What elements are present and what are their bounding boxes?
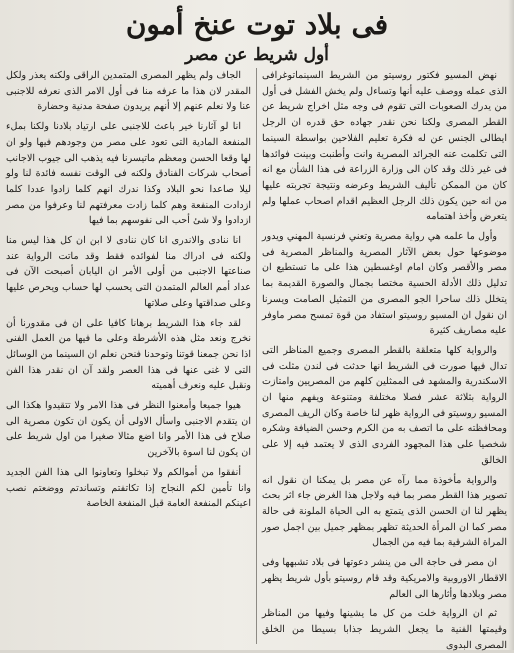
article-title: فى بلاد توت عنخ أمون [125, 8, 389, 41]
paragraph: وأول ما علمه هي رواية مصرية وتعني فرنسية المهني ويدور موضوعها حول بعض الآثار المصرية والمناظر المصرية فى مصر والأقصر وكان امام اوغسطين هذا على ما تستطيع ان تدليل ذلك الأدلة الحسية مختصا بجمال والصورة القديمة بما يتخلل ذلك ساحرا الجو المصرى من التمثيل الصامت ويسرنا ان نقول ان المسيو روسيتو استفاد من قوة تمسح مصر ماوفر عليه مصاريف كثيرة [262, 231, 507, 337]
paragraph: انا لو آثارنا خير باعث للاجنبى على ارتياد بلادنا ولكنا بملء المنفعة المادية التى تعود على مصر من وجودهم فيها ولو ان لها وقعا الحسن ومعظم ماتيسرنا فيه يذهب الى جيوب الاجانب أصحاب شركات الفنادق ولكنه فى الوقت نفسه فائدة لنا ولو ليلا صاعدا نحو البلاد وكذا ندرك انهم كلما زادوا عددا كلما ازدادت المنفعة وهم كلما زادت معرفتهم لنا وعرفوا من مصر ازدادوا ولا شئ أحب الى نفوسهم بما فيها [6, 121, 251, 227]
paragraph: الجاف ولم يظهر المصرى المتمدين الراقى ولكنه يعذر ولكل المقدر لان هذا ما عرفه منا فى أول الامر الذى نعرفه للاجنبى عنا ولا نعلم عنهم إلا أنهم يريدون صفحة مدنية وحضارة [6, 70, 251, 113]
page-edge-shadow [508, 0, 514, 650]
right-column [262, 68, 507, 651]
paragraph: والرواية مأخوذة مما رآه عن مصر بل يمكنا ان نقول انه تصوير هذا القطر مصر بما فيه ولاجل هذا الغرض جاء اثر بحث يظهر لنا ان الحسن الذى يتمتع به الى الحياة الملونة فى حالة مصر كما ان المرأة الحديثة تظهر بمظهر جميل بين اجمل صور المراة الشرقية بما فيه من الجمال [262, 474, 507, 549]
paragraph: انا ننادى والاندرى انا كان ننادى لا ابن ان كل هذا ليس منا ولكنه فى ادراك منا لفوائده فقط وقد ماتت الرواية عند صناعتها الاجنبى من أولى الأمر ان اليابان أصبحت الآن فى عداد أمم العالم المتمدن التى يحسب لها حساب ويحرص عليها وعلى صداقتها وعلى صلاتها [6, 235, 251, 309]
paragraph: ان مصر فى حاجة الى من ينشر دعوتها فى بلاد تشبهها وفى الاقطار الاوروبية والامريكية وقد قام روسيتو بأول شريط يظهر مصر وبلادها وأثارها الى العالم [262, 557, 507, 600]
paragraph: أنفقوا من أموالكم ولا تبخلوا وتعاونوا الى هذا الفن الجديد وانا تأمين لكم النجاح إذا تكاتفتم وتساندتم ووضعتم نصب اعينكم المنفعة العامة قبل المنفعة الخاصة [6, 466, 251, 510]
column-divider [256, 68, 257, 644]
paragraph: نهض المسيو فكتور روسيتو من الشريط السينماتوغرافى الذى عمله ووصف عليه أنها وتساءل ولم يخش الفشل فى أول من يدرك الصعوبات التى تقوم فى وجه مثل اخراج شريط عن القطر المصرى ولكنا نحن نقدر جهاده حق قدره ان الرجل ايطالى الجنس عن له فكرة تعليم الفلاحين بواسطة السينما التى تكلمت عنه الجرائد المصرية وانت وأطنبت وبينت فوائدها فى غير ذلك وقد كان الى وزارة الزراعة فى هذا الشأن مع انه كان من الممكن تأليف الشريط وعرضه ونتيجة تجربته عليها من انه حين يكون ذلك الرجل العظيم اقدام اصحاب عملها ولم يتعرض وأخذ اهتمامه [262, 70, 507, 223]
paragraph: والرواية كلها متعلقة بالقطر المصرى وجميع المناظر التى تدال فيها صورت فى الشريط انها حدثت فى لندن مثلت فى الاسكندرية والمشهد فى الممثلين كلهم من المصريين وامتازت الرواية بثلاثة عشر فصلا مختلفة ومتنوعة ويفهم منها ان المسيو روسيتو فى الرواية ظهر لنا خاصة وكان الريف المصرى ومحافظته على ما اتصف به من الكرم وحسن الضيافة وشكره شخصيا على هذا المجهود الفردى الذى لا يعتمد فيه إلا على الخالق [262, 344, 507, 466]
article-subtitle: أول شريط عن مصر [185, 45, 329, 65]
paragraph: هيوا جميعا وأمعنوا النظر فى هذا الامر ولا تتقيدوا هكذا الى ان يتقدم الاجنبى واسأل الاولى أن يكون ان تكون مصرية الى صلاح فى هذا الأمر وانا اضع مثالا صغيرا من اول شريط على ان يكون لنا اسوة بالآخرين [6, 400, 251, 459]
paragraph: ثم ان الرواية خلت من كل ما يشينها وفيها من المناظر وقيمتها الفنية ما يجعل الشريط جذابا بسيطا من الخلق المصرى البدوى [262, 608, 507, 651]
left-column [6, 68, 251, 644]
paragraph: لقد جاء هذا الشريط برهانا كافيا على ان فى مقدورنا أن نخرج ونعد مثل هذه الأشرطة وعلى ما فيها من العمل الفنى اذا نحن جمعنا قوتنا وتوحدنا فنحن نعلم ان السينما من الوسائل التى لا غنى عنها فى هذا العصر ولقد آن ان نقدر هذا الفن ونقبل عليه ونعرف أهميته [6, 317, 251, 392]
